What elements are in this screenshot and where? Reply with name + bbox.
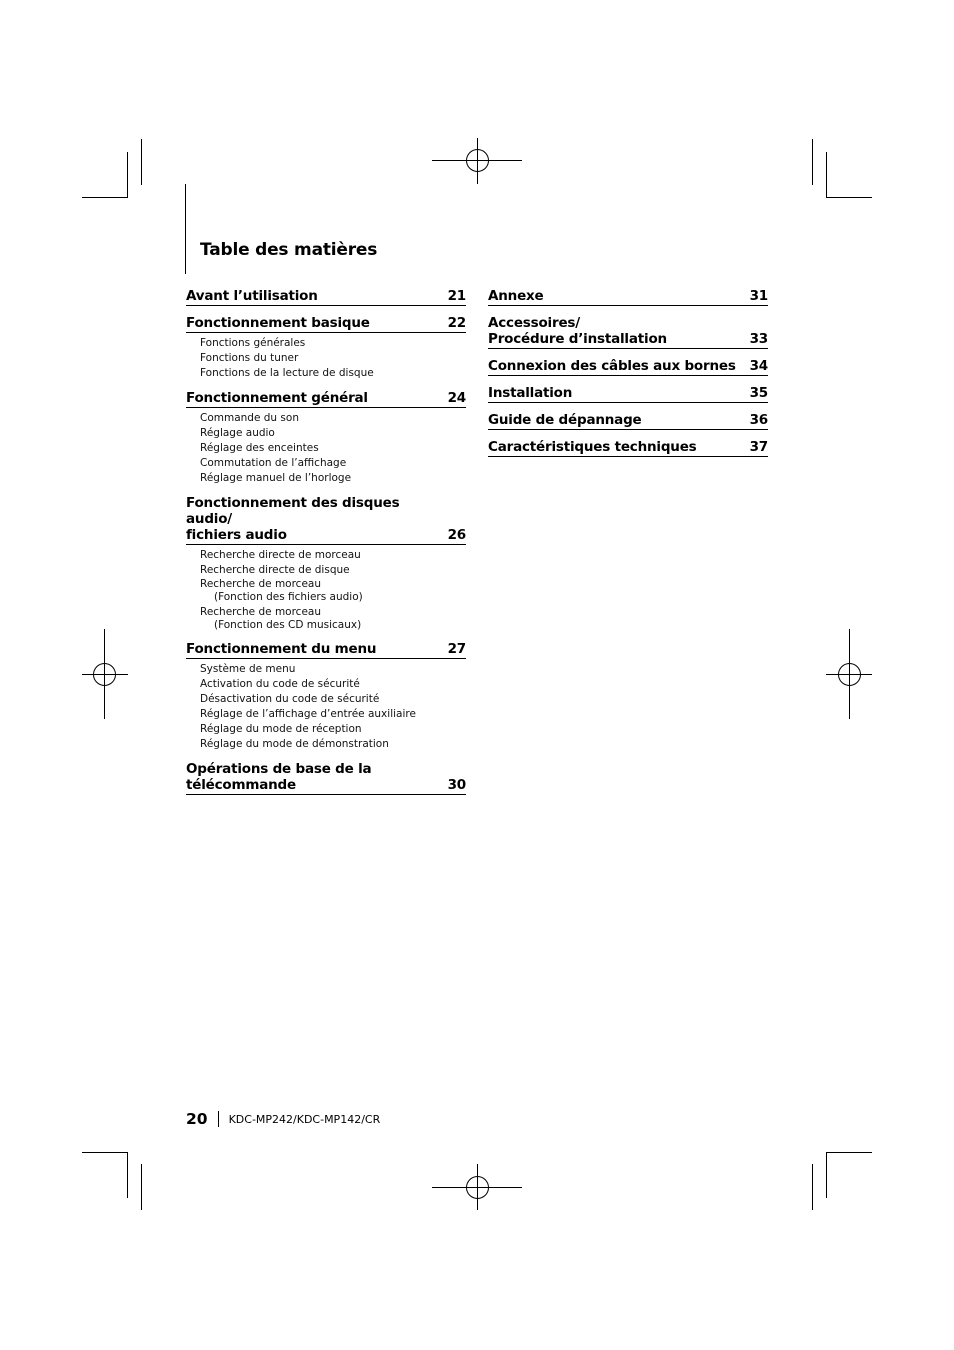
toc-subsection-text: Recherche directe de disque xyxy=(200,564,350,576)
toc-page-number: 35 xyxy=(749,385,768,401)
toc-subsection-text: Réglage de l’affichage d’entrée auxiliaire xyxy=(200,708,416,720)
crop-mark-bottom-right-v xyxy=(826,1152,827,1198)
toc-subsection-text: Recherche de morceau xyxy=(200,606,322,618)
toc-heading[interactable] xyxy=(186,390,466,408)
toc-page-number: 31 xyxy=(749,288,768,304)
toc-page-number: 22 xyxy=(447,315,466,331)
footer-divider xyxy=(218,1111,219,1127)
page-footer xyxy=(186,1110,380,1128)
crop-mark-bottom-left-v xyxy=(127,1152,128,1198)
toc-subsection-item[interactable] xyxy=(200,707,466,722)
page-number: 20 xyxy=(186,1110,208,1128)
toc-subsection-text: Activation du code de sécurité xyxy=(200,678,360,690)
toc-subsection-text: Système de menu xyxy=(200,663,296,675)
toc-entry xyxy=(488,439,768,457)
toc-subsection-text: Commutation de l’affichage xyxy=(200,457,347,469)
toc-entry xyxy=(186,288,466,306)
toc-heading-label: Accessoires/ Procédure d’installation xyxy=(488,315,667,347)
toc-entry xyxy=(488,358,768,376)
toc-subsection-item[interactable] xyxy=(200,351,466,366)
toc-page-number: 27 xyxy=(447,641,466,657)
toc-subsection-item[interactable] xyxy=(200,677,466,692)
toc-heading-label: Installation xyxy=(488,385,573,401)
toc-page-number: 30 xyxy=(447,777,466,793)
toc-heading[interactable] xyxy=(488,385,768,403)
toc-entry xyxy=(186,390,466,486)
toc-entry xyxy=(186,495,466,632)
toc-entry xyxy=(488,385,768,403)
toc-heading[interactable] xyxy=(488,358,768,376)
toc-entry xyxy=(186,641,466,752)
toc-entry xyxy=(186,315,466,381)
toc-entry xyxy=(488,412,768,430)
toc-subsection-item[interactable] xyxy=(200,548,466,563)
toc-right-column xyxy=(488,288,768,466)
toc-heading[interactable] xyxy=(488,315,768,349)
toc-heading-label: Guide de dépannage xyxy=(488,412,642,428)
toc-heading[interactable] xyxy=(186,315,466,333)
toc-page-number: 33 xyxy=(749,331,768,347)
toc-subsection-item[interactable] xyxy=(200,563,466,578)
toc-heading[interactable] xyxy=(488,288,768,306)
toc-heading[interactable] xyxy=(186,495,466,545)
toc-heading-label: Opérations de base de la télécommande xyxy=(186,761,372,793)
toc-subsection-list xyxy=(186,548,466,632)
toc-subsection-item[interactable] xyxy=(200,336,466,351)
toc-subsection-item[interactable] xyxy=(200,471,466,486)
toc-subsection-item[interactable] xyxy=(200,722,466,737)
crop-mark-bottom-right-v2 xyxy=(812,1164,813,1210)
toc-subsection-list xyxy=(186,336,466,381)
reg-bottom-circle xyxy=(466,1176,489,1199)
toc-subsection-text: Désactivation du code de sécurité xyxy=(200,693,380,705)
reg-right-circle xyxy=(838,663,861,686)
toc-subsection-text: Réglage des enceintes xyxy=(200,442,319,454)
title-rule xyxy=(185,184,186,274)
page-title: Table des matières xyxy=(200,240,378,260)
crop-mark-top-right-h xyxy=(826,197,872,198)
toc-subsection-text: Réglage audio xyxy=(200,427,275,439)
crop-mark-bottom-right-h xyxy=(826,1152,872,1153)
toc-heading-label: Caractéristiques techniques xyxy=(488,439,697,455)
toc-subsection-text: Réglage du mode de réception xyxy=(200,723,362,735)
toc-subsection-item[interactable] xyxy=(200,426,466,441)
toc-entry xyxy=(488,315,768,349)
toc-subsection-text: Fonctions du tuner xyxy=(200,352,299,364)
toc-heading-label: Fonctionnement basique xyxy=(186,315,370,331)
toc-subsection-list xyxy=(186,411,466,486)
toc-heading-label: Fonctionnement général xyxy=(186,390,368,406)
toc-subsection-item[interactable] xyxy=(200,441,466,456)
reg-top-circle xyxy=(466,149,489,172)
crop-mark-top-left-h xyxy=(82,197,128,198)
crop-mark-top-right-v2 xyxy=(812,139,813,185)
toc-heading-label: Avant l’utilisation xyxy=(186,288,318,304)
toc-entry xyxy=(488,288,768,306)
toc-heading-label: Connexion des câbles aux bornes xyxy=(488,358,736,374)
toc-subsection-item[interactable] xyxy=(200,411,466,426)
toc-subsection-item[interactable] xyxy=(200,456,466,471)
crop-mark-bottom-left-h xyxy=(82,1152,128,1153)
toc-subsection-item[interactable] xyxy=(200,578,466,604)
toc-heading[interactable] xyxy=(186,761,466,795)
toc-entry xyxy=(186,761,466,795)
toc-heading-label: Fonctionnement du menu xyxy=(186,641,377,657)
crop-mark-bottom-left-v2 xyxy=(141,1164,142,1210)
toc-subsection-text: Réglage du mode de démonstration xyxy=(200,738,389,750)
toc-page-number: 21 xyxy=(447,288,466,304)
toc-subsection-list xyxy=(186,662,466,752)
model-number: KDC-MP242/KDC-MP142/CR xyxy=(228,1112,381,1126)
toc-subsection-note: (Fonction des fichiers audio) xyxy=(214,591,363,603)
toc-subsection-text: Recherche directe de morceau xyxy=(200,549,361,561)
crop-mark-top-left-v xyxy=(127,152,128,198)
toc-subsection-text: Fonctions de la lecture de disque xyxy=(200,367,374,379)
toc-heading[interactable] xyxy=(186,641,466,659)
toc-page-number: 37 xyxy=(749,439,768,455)
toc-heading[interactable] xyxy=(488,439,768,457)
toc-left-column xyxy=(186,288,466,804)
toc-heading[interactable] xyxy=(488,412,768,430)
toc-subsection-text: Réglage manuel de l’horloge xyxy=(200,472,352,484)
toc-page-number: 34 xyxy=(749,358,768,374)
crop-mark-top-right-v xyxy=(826,152,827,198)
toc-subsection-item[interactable] xyxy=(200,366,466,381)
toc-heading[interactable] xyxy=(186,288,466,306)
toc-subsection-item[interactable] xyxy=(200,606,466,632)
toc-page-number: 36 xyxy=(749,412,768,428)
reg-left-circle xyxy=(93,663,116,686)
toc-subsection-item[interactable] xyxy=(200,662,466,677)
toc-subsection-item[interactable] xyxy=(200,737,466,752)
toc-subsection-text: Commande du son xyxy=(200,412,299,424)
toc-page-number: 26 xyxy=(447,527,466,543)
toc-subsection-item[interactable] xyxy=(200,692,466,707)
toc-subsection-text: Fonctions générales xyxy=(200,337,306,349)
toc-heading-label: Fonctionnement des disques audio/ fichiers audio xyxy=(186,495,400,543)
toc-page-number: 24 xyxy=(447,390,466,406)
toc-subsection-text: Recherche de morceau xyxy=(200,578,322,590)
crop-mark-top-left-v2 xyxy=(141,139,142,185)
toc-heading-label: Annexe xyxy=(488,288,544,304)
toc-subsection-note: (Fonction des CD musicaux) xyxy=(214,619,362,631)
